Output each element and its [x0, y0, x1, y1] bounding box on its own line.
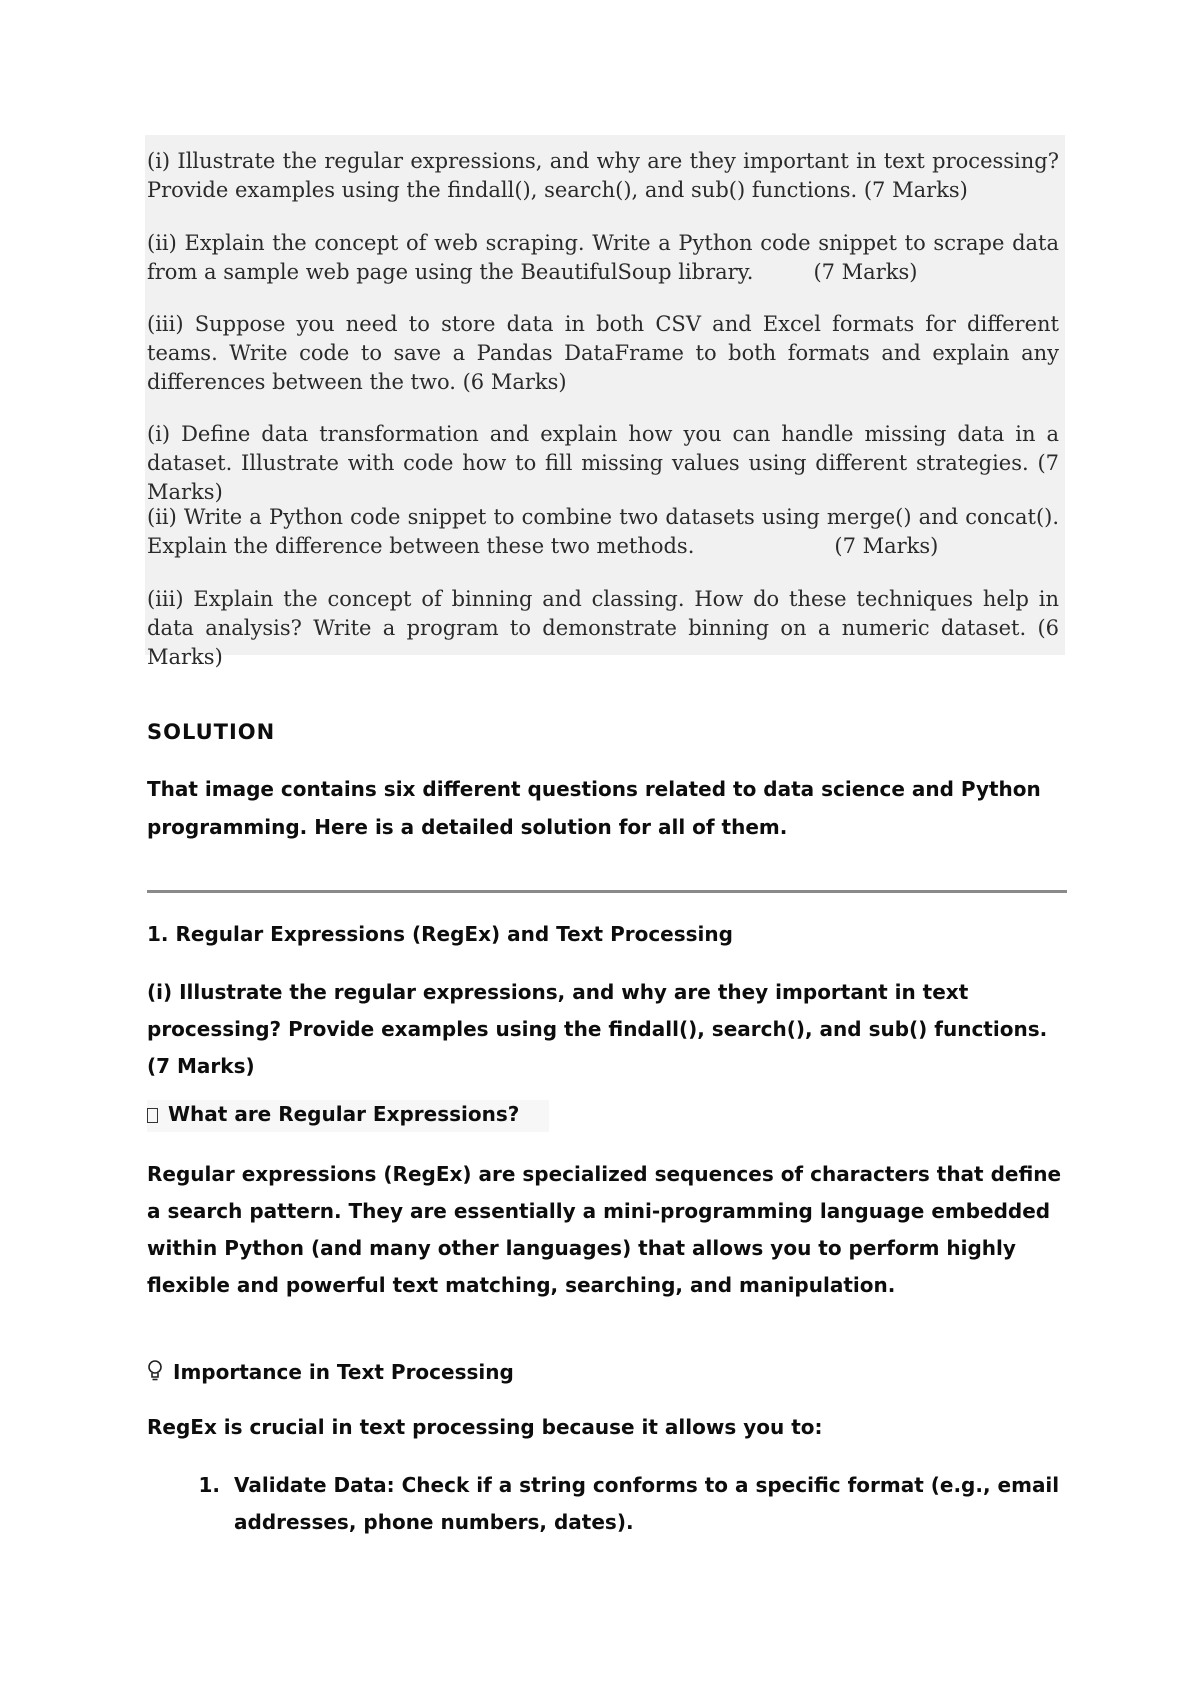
importance-heading [147, 1360, 514, 1387]
question-1: (i) Illustrate the regular expressions, and why are they important in text processing? Provide examples using the findall(), search(), and sub() functions. (7 Marks) [147, 149, 1059, 202]
question-5-text: (ii) Write a Python code snippet to combine two datasets using merge() and concat(). Explain the difference between these two methods. [147, 505, 1059, 558]
what-heading [147, 1100, 549, 1132]
list-item-text: Validate Data: Check if a string conforms to a specific format (e.g., email addresses, phone numbers, dates). [234, 1473, 1060, 1534]
solution-title: SOLUTION [147, 720, 276, 744]
section-1-question: (i) Illustrate the regular expressions, and why are they important in text processing? Provide examples using the findall(), search(), and sub() functions. (7 Marks) [147, 980, 1048, 1078]
lightbulb-icon [147, 1360, 163, 1387]
question-5 [147, 503, 1059, 561]
question-scan [145, 135, 1065, 669]
question-2-text: (ii) Explain the concept of web scraping. Write a Python code snippet to scrape data from a sample web page using the BeautifulSoup library. [147, 231, 1059, 284]
importance-list [170, 1467, 1060, 1541]
section-divider [147, 890, 1067, 893]
list-item-number: 1. [198, 1473, 220, 1497]
what-paragraph: Regular expressions (RegEx) are specialized sequences of characters that define a search pattern. They are essentially a mini-programming language embedded within Python (and many other languages) that allows you to perform highly flexible and powerful text matching, searching, and manipulation. [147, 1162, 1062, 1297]
what-heading-text: What are Regular Expressions? [168, 1102, 520, 1126]
question-5-marks: (7 Marks) [834, 534, 939, 558]
list-item [170, 1467, 1060, 1541]
placeholder-box-icon [147, 1108, 158, 1123]
question-2 [147, 229, 1059, 287]
section-1-heading: 1. Regular Expressions (RegEx) and Text Processing [147, 922, 733, 946]
question-3: (iii) Suppose you need to store data in both CSV and Excel formats for different teams. Write code to save a Pandas DataFrame to both formats and explain any differences between the two. (6 Marks) [147, 312, 1059, 394]
question-4: (i) Define data transformation and explain how you can handle missing data in a dataset. Illustrate with code how to fill missing values using different strategies. (7 Marks) [147, 422, 1059, 504]
question-6: (iii) Explain the concept of binning and classing. How do these techniques help in data analysis? Write a program to demonstrate binning on a numeric dataset. (6 Marks) [147, 587, 1059, 669]
solution-intro: That image contains six different questions related to data science and Python programming. Here is a detailed solution for all of them. [147, 777, 1041, 839]
importance-intro: RegEx is crucial in text processing because it allows you to: [147, 1415, 823, 1439]
importance-heading-text: Importance in Text Processing [173, 1360, 514, 1384]
question-2-marks: (7 Marks) [813, 260, 918, 284]
